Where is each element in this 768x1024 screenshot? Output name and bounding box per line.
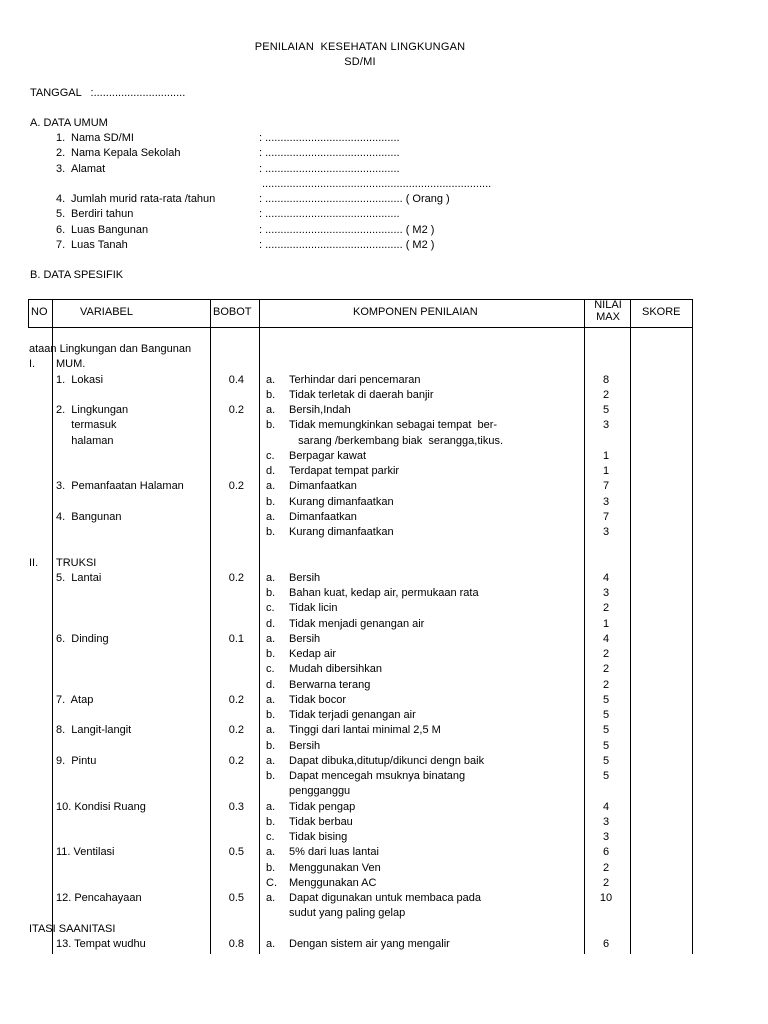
row-letter: a. [266,892,276,904]
row-nilai: 3 [602,526,610,538]
row-variabel: 3. Pemanfaatan Halaman [56,480,184,492]
row-section-label: ITASI SAANITASI [29,923,116,935]
col-divider-variabel [210,299,211,954]
row-variabel: 4. Bangunan [56,511,122,523]
field-label: Jumlah murid rata-rata /tahun [71,193,216,205]
field-number: 2. [56,147,66,159]
row-nilai: 1 [602,465,610,477]
row-komponen: Tidak licin [289,602,338,614]
row-variabel: 13. Tempat wudhu [56,938,146,950]
field-number: 5. [56,208,66,220]
row-komponen: Tidak memungkinkan sebagai tempat ber- [289,419,498,431]
row-nilai: 5 [602,404,610,416]
row-variabel: 12. Pencahayaan [56,892,142,904]
row-komponen: sarang /berkembang biak serangga,tikus. [289,435,504,447]
row-variabel: 8. Langit-langit [56,724,132,736]
row-nilai: 5 [602,755,610,767]
row-nilai: 2 [602,877,610,889]
row-nilai: 1 [602,450,610,462]
row-variabel: 9. Pintu [56,755,97,767]
row-komponen: Tidak menjadi genangan air [289,618,425,630]
field-label: Berdiri tahun [71,208,134,220]
row-letter: c. [266,663,275,675]
field-number: 6. [56,224,66,236]
row-bobot: 0.2 [228,480,244,492]
row-nilai: 4 [602,572,610,584]
page-title: PENILAIAN KESEHATAN LINGKUNGAN [254,41,466,53]
row-komponen: Tidak bising [289,831,348,843]
header-komponen: KOMPONEN PENILAIAN [353,306,478,318]
row-nilai: 3 [602,816,610,828]
row-nilai: 6 [602,938,610,950]
row-komponen: Menggunakan AC [289,877,377,889]
col-divider-komponen [584,299,585,954]
row-nilai: 3 [602,831,610,843]
row-komponen: Dengan sistem air yang mengalir [289,938,450,950]
field-value: ........................................................................... [262,178,492,190]
field-value: : ............................................ [259,147,400,159]
row-nilai: 2 [602,862,610,874]
row-letter: b. [266,648,276,660]
row-komponen: Bersih,Indah [289,404,351,416]
row-nilai: 2 [602,663,610,675]
table-header-bottom-border [28,327,693,328]
row-nilai: 6 [602,846,610,858]
row-komponen: Kedap air [289,648,337,660]
row-letter: a. [266,480,276,492]
col-divider-no [52,299,53,954]
field-value: : ............................................ [259,208,400,220]
row-bobot: 0.5 [228,892,244,904]
row-letter: d. [266,679,276,691]
row-komponen: Mudah dibersihkan [289,663,382,675]
row-variabel: halaman [56,435,114,447]
header-variabel: VARIABEL [80,306,133,318]
row-variabel: 2. Lingkungan [56,404,129,416]
field-number: 4. [56,193,66,205]
row-letter: a. [266,694,276,706]
row-komponen: Kurang dimanfaatkan [289,526,394,538]
row-letter: b. [266,709,276,721]
field-label: Nama SD/MI [71,132,134,144]
row-variabel: 6. Dinding [56,633,109,645]
row-komponen: Terhindar dari pencemaran [289,374,421,386]
row-letter: b. [266,389,276,401]
row-bobot: 0.8 [228,938,244,950]
date-field: TANGGAL :.............................. [30,87,186,99]
row-komponen: Kurang dimanfaatkan [289,496,394,508]
row-komponen: Menggunakan Ven [289,862,381,874]
field-label: Nama Kepala Sekolah [71,147,181,159]
row-komponen: Berpagar kawat [289,450,367,462]
field-value: : ............................................. ( M2 ) [259,224,435,236]
row-letter: a. [266,938,276,950]
row-nilai: 10 [599,892,613,904]
row-letter: b. [266,419,276,431]
row-komponen: sudut yang paling gelap [289,907,406,919]
row-nilai: 4 [602,633,610,645]
field-label: Alamat [71,163,106,175]
row-nilai: 5 [602,770,610,782]
row-variabel: MUM. [56,358,86,370]
row-letter: d. [266,618,276,630]
row-komponen: Tinggi dari lantai minimal 2,5 M [289,724,441,736]
row-komponen: pengganggu [289,785,351,797]
row-letter: c. [266,602,275,614]
field-number: 7. [56,239,66,251]
row-komponen: 5% dari luas lantai [289,846,379,858]
field-number: 1. [56,132,66,144]
row-komponen: Dimanfaatkan [289,480,357,492]
row-bobot: 0.5 [228,846,244,858]
col-divider-bobot [259,299,260,954]
field-label: Luas Bangunan [71,224,149,236]
row-nilai: 5 [602,740,610,752]
row-komponen: Tidak pengap [289,801,356,813]
section-a-heading: A. DATA UMUM [30,117,108,129]
row-nilai: 3 [602,496,610,508]
field-label: Luas Tanah [71,239,128,251]
row-nilai: 2 [602,602,610,614]
row-nilai: 2 [602,648,610,660]
row-variabel: TRUKSI [56,557,97,569]
row-letter: b. [266,816,276,828]
row-nilai: 8 [602,374,610,386]
row-letter: b. [266,496,276,508]
row-letter: a. [266,846,276,858]
row-komponen: Bahan kuat, kedap air, permukaan rata [289,587,479,599]
row-komponen: Bersih [289,740,321,752]
row-komponen: Terdapat tempat parkir [289,465,400,477]
row-variabel: 11. Ventilasi [56,846,115,858]
row-nilai: 5 [602,709,610,721]
row-komponen: Dapat dibuka,ditutup/dikunci dengn baik [289,755,485,767]
row-komponen: Dapat mencegah msuknya binatang [289,770,466,782]
row-variabel: 5. Lantai [56,572,102,584]
row-letter: a. [266,633,276,645]
row-komponen: Dimanfaatkan [289,511,357,523]
row-bobot: 0.2 [228,404,244,416]
row-nilai: 5 [602,694,610,706]
header-max: MAX [596,311,620,323]
row-nilai: 5 [602,724,610,736]
row-variabel: 10. Kondisi Ruang [56,801,146,813]
row-variabel: 1. Lokasi [56,374,104,386]
header-nilai: NILAI [594,299,622,311]
row-no: I. [29,358,36,370]
row-nilai: 4 [602,801,610,813]
row-letter: a. [266,724,276,736]
row-nilai: 3 [602,419,610,431]
row-nilai: 7 [602,480,610,492]
field-value: : ............................................ [259,163,400,175]
page-subtitle: SD/MI [344,56,376,68]
row-nilai: 7 [602,511,610,523]
row-komponen: Dapat digunakan untuk membaca pada [289,892,482,904]
section-b-heading: B. DATA SPESIFIK [30,269,124,281]
row-letter: d. [266,465,276,477]
row-letter: b. [266,587,276,599]
header-no: NO [31,306,48,318]
row-komponen: Tidak terletak di daerah banjir [289,389,434,401]
row-nilai: 3 [602,587,610,599]
col-divider-nilai [630,299,631,954]
row-letter: a. [266,801,276,813]
row-letter: b. [266,862,276,874]
row-nilai: 1 [602,618,610,630]
row-bobot: 0.1 [228,633,244,645]
row-letter: b. [266,740,276,752]
row-variabel: ataan Lingkungan dan Bangunan [29,343,192,355]
row-bobot: 0.3 [228,801,244,813]
row-letter: b. [266,526,276,538]
row-letter: a. [266,511,276,523]
row-komponen: Tidak bocor [289,694,347,706]
row-variabel: termasuk [56,419,117,431]
row-komponen: Tidak terjadi genangan air [289,709,416,721]
row-bobot: 0.2 [228,572,244,584]
row-letter: a. [266,404,276,416]
row-nilai: 2 [602,679,610,691]
col-divider-left [28,299,29,328]
field-value: : ............................................ [259,132,400,144]
row-no: II. [29,557,39,569]
row-nilai: 2 [602,389,610,401]
row-komponen: Tidak berbau [289,816,353,828]
row-bobot: 0.2 [228,724,244,736]
row-komponen: Bersih [289,572,321,584]
header-skore: SKORE [642,306,681,318]
row-bobot: 0.2 [228,694,244,706]
field-value: : ............................................. ( Orang ) [259,193,450,205]
field-value: : ............................................. ( M2 ) [259,239,435,251]
header-bobot: BOBOT [213,306,252,318]
row-letter: a. [266,374,276,386]
col-divider-right [692,299,693,954]
row-letter: C. [266,877,277,889]
field-number: 3. [56,163,66,175]
row-letter: a. [266,755,276,767]
row-letter: c. [266,831,275,843]
row-letter: b. [266,770,276,782]
row-letter: a. [266,572,276,584]
row-bobot: 0.4 [228,374,244,386]
row-komponen: Bersih [289,633,321,645]
row-letter: c. [266,450,275,462]
row-variabel: 7. Atap [56,694,94,706]
row-komponen: Berwarna terang [289,679,371,691]
row-bobot: 0.2 [228,755,244,767]
